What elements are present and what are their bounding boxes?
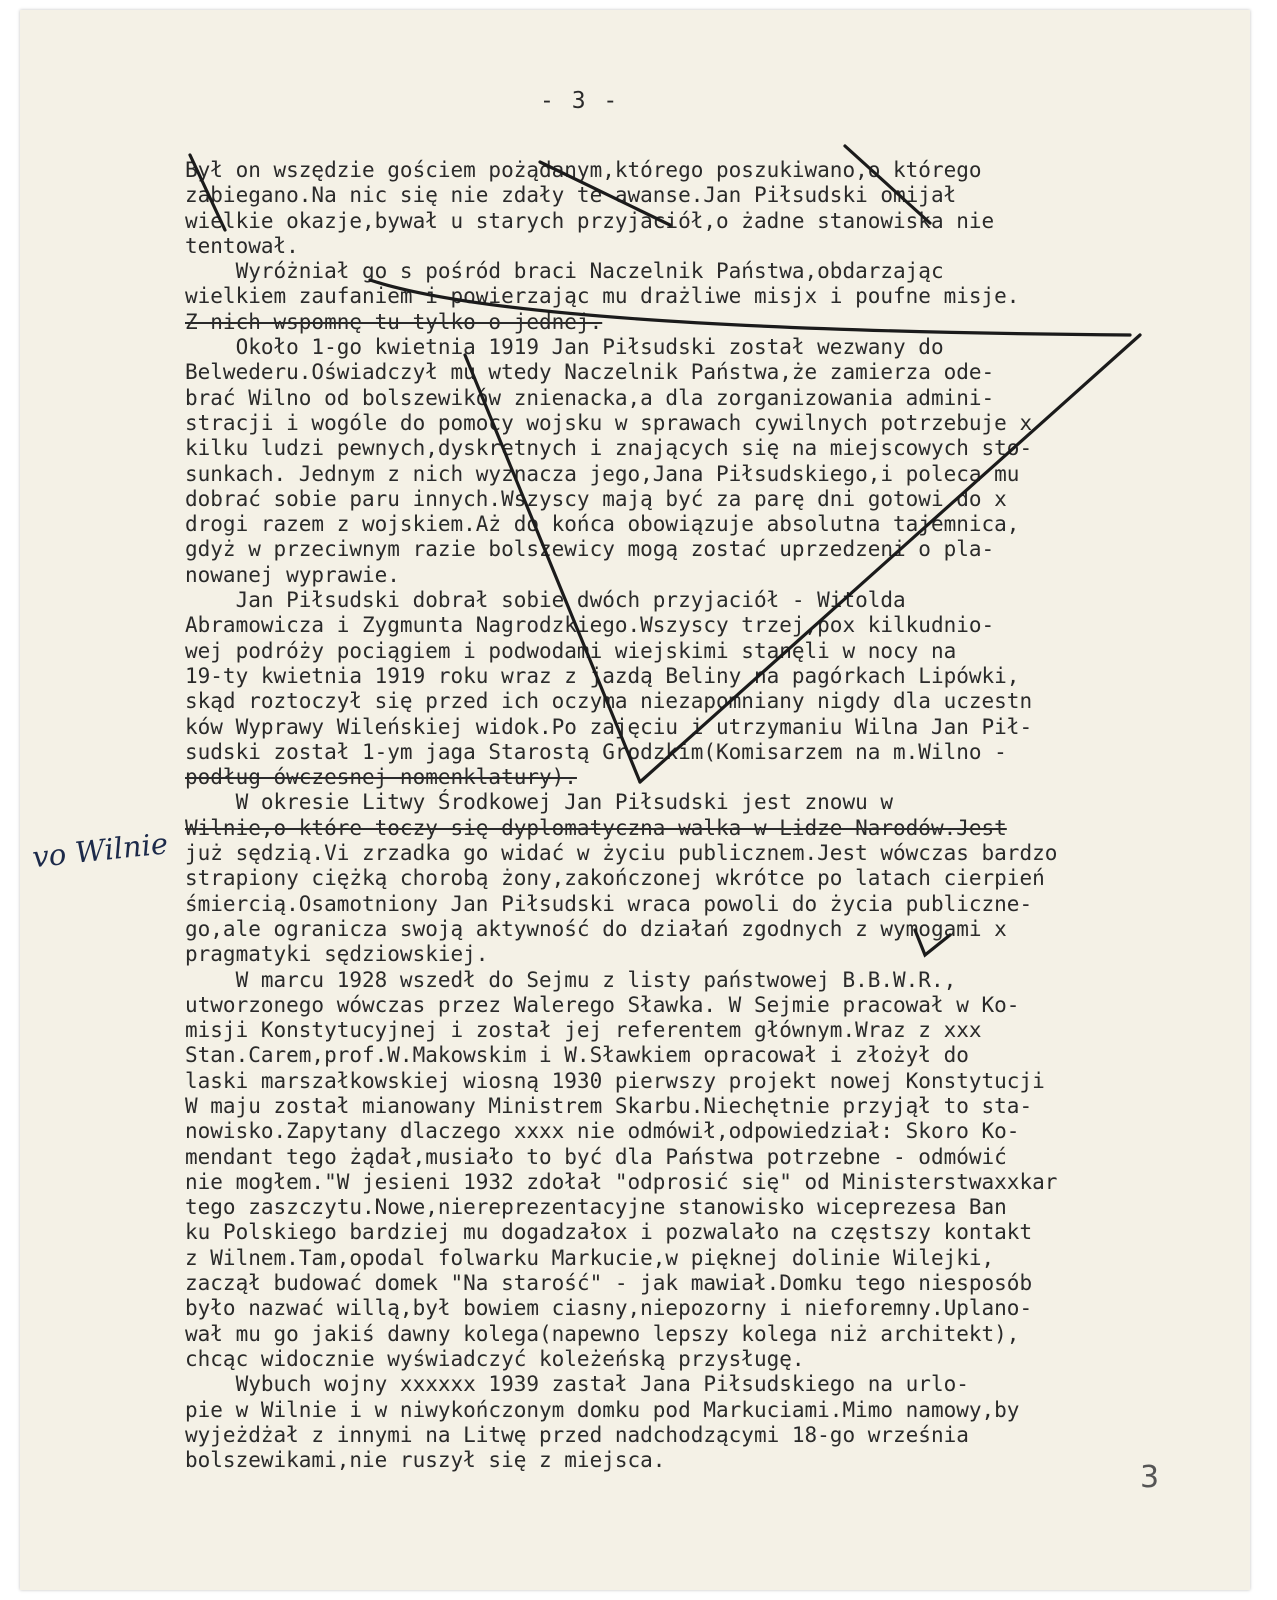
body-line: stracji i wogóle do pomocy wojsku w sprawach cywilnych potrzebuje x xyxy=(185,410,1033,435)
body-line: W marcu 1928 wszedł do Sejmu z listy państwowej B.B.W.R., xyxy=(185,967,957,992)
corner-page-number: 3 xyxy=(1140,1460,1160,1495)
struck-line: Wilnie,o które toczy się dyplomatyczna walka w Lidze Narodów.Jest xyxy=(185,815,1007,840)
body-line: Wyróżniał go s pośród braci Naczelnik Państwa,obdarzając xyxy=(185,259,944,284)
body-line: Jan Piłsudski dobrał sobie dwóch przyjaciół - Witolda xyxy=(185,588,906,613)
body-line: tego zaszczytu.Nowe,niereprezentacyjne stanowisko wiceprezesa Ban xyxy=(185,1195,1007,1220)
body-line: drogi razem z wojskiem.Aż do końca obowiązuje absolutna tajemnica, xyxy=(185,512,1020,537)
body-line: zaczął budować domek "Na starość" - jak mawiał.Domku tego niesposób xyxy=(185,1271,1033,1296)
typed-body xyxy=(185,158,1225,1499)
body-line: wej podróży pociągiem i podwodami wiejskimi stanęli w nocy na xyxy=(185,638,957,663)
body-line: sunkach. Jednym z nich wyznacza jego,Jana Piłsudskiego,i poleca mu xyxy=(185,461,1020,486)
body-line: tentował. xyxy=(185,233,299,258)
body-line: nie mogłem."W jesieni 1932 zdołał "odprosić się" od Ministerstwaxxkar xyxy=(185,1169,1058,1194)
document-page xyxy=(20,10,1250,1590)
body-line: Był on wszędzie gościem pożądanym,którego poszukiwano,o którego xyxy=(185,158,982,182)
body-line: ków Wyprawy Wileńskiej widok.Po zajęciu i utrzymaniu Wilna Jan Pił- xyxy=(185,714,1033,739)
struck-line: Z nich wspomnę tu tylko o jednej. xyxy=(185,309,603,334)
body-line: misji Konstytucyjnej i został jej referentem głównym.Wraz z xxx xyxy=(185,1018,982,1043)
body-line: mendant tego żądał,musiało to być dla Państwa potrzebne - odmówić xyxy=(185,1144,1007,1169)
body-line: wał mu go jakiś dawny kolega(napewno lepszy kolega niż architekt), xyxy=(185,1321,1020,1346)
body-line: W maju został mianowany Ministrem Skarbu.Niechętnie przyjął to sta- xyxy=(185,1093,1033,1118)
body-line: z Wilnem.Tam,opodal folwarku Markucie,w pięknej dolinie Wilejki, xyxy=(185,1245,995,1270)
body-line: Abramowicza i Zygmunta Nagrodzkiego.Wszyscy trzej,pox kilkudnio- xyxy=(185,613,995,638)
body-line: laski marszałkowskiej wiosną 1930 pierwszy projekt nowej Konstytucji xyxy=(185,1068,1045,1093)
body-line: wyjeżdżał z innymi na Litwę przed nadchodzącymi 18-go września xyxy=(185,1422,969,1447)
body-line xyxy=(185,1473,1225,1498)
body-line: chcąc widocznie wyświadczyć koleżeńską przysługę. xyxy=(185,1346,805,1371)
body-line: nowisko.Zapytany dlaczego xxxx nie odmówił,odpowiedział: Skoro Ko- xyxy=(185,1119,1020,1144)
body-line: dobrać sobie paru innych.Wszyscy mają być za parę dni gotowi do x xyxy=(185,486,1007,511)
body-line: nowanej wyprawie. xyxy=(185,562,400,587)
body-line: Około 1-go kwietnia 1919 Jan Piłsudski został wezwany do xyxy=(185,335,944,360)
struck-line: podług ówczesnej nomenklatury). xyxy=(185,765,577,790)
body-line: sudski został 1-ym jaga Starostą Grodzkim(Komisarzem na m.Wilno - xyxy=(185,739,1007,764)
body-line: utworzonego wówczas przez Walerego Sławka. W Sejmie pracował w Ko- xyxy=(185,992,1020,1017)
body-line: kilku ludzi pewnych,dyskretnych i znających się na miejscowych sto- xyxy=(185,436,1033,461)
body-line: wielkiem zaufaniem i powierzając mu drażliwe misjx i poufne misje. xyxy=(185,284,1020,309)
body-line: pie w Wilnie i w niwykończonym domku pod Markuciami.Mimo namowy,by xyxy=(185,1397,1020,1422)
body-line: go,ale ogranicza swoją aktywność do działań zgodnych z wymogami x xyxy=(185,916,1007,941)
body-line: już sędzią.Vi zrzadka go widać w życiu publicznem.Jest wówczas bardzo xyxy=(185,841,1058,866)
page-number-header: - 3 - xyxy=(540,88,620,114)
body-line: wielkie okazje,bywał u starych przyjaciół,o żadne stanowiska nie xyxy=(185,208,995,233)
handwritten-margin-note: vo Wilnie xyxy=(30,826,170,875)
body-line: ku Polskiego bardziej mu dogadzałox i pozwalało na częstszy kontakt xyxy=(185,1220,1033,1245)
body-line: 19-ty kwietnia 1919 roku wraz z jazdą Beliny na pagórkach Lipówki, xyxy=(185,663,1020,688)
body-line: W okresie Litwy Środkowej Jan Piłsudski jest znowu w xyxy=(185,790,894,815)
body-line: zabiegano.Na nic się nie zdały te awanse.Jan Piłsudski omijał xyxy=(185,183,957,208)
body-line: skąd roztoczył się przed ich oczyma niezapomniany nigdy dla uczestn xyxy=(185,689,1033,714)
body-line: gdyż w przeciwnym razie bolszewicy mogą zostać uprzedzeni o pla- xyxy=(185,537,995,562)
body-line: pragmatyki sędziowskiej. xyxy=(185,942,489,967)
body-line: śmiercią.Osamotniony Jan Piłsudski wraca powoli do życia publiczne- xyxy=(185,891,1033,916)
body-line: Wybuch wojny xxxxxx 1939 zastał Jana Piłsudskiego na urlo- xyxy=(185,1372,969,1397)
body-line: strapiony ciężką chorobą żony,zakończonej wkrótce po latach cierpień xyxy=(185,866,1045,891)
body-line: było nazwać willą,był bowiem ciasny,niepozorny i nieforemny.Uplano- xyxy=(185,1296,1033,1321)
body-line: bolszewikami,nie ruszył się z miejsca. xyxy=(185,1448,666,1473)
body-line: Stan.Carem,prof.W.Makowskim i W.Sławkiem opracował i złożył do xyxy=(185,1043,969,1068)
body-line: Belwederu.Oświadczył mu wtedy Naczelnik Państwa,że zamierza ode- xyxy=(185,360,995,385)
body-line: brać Wilno od bolszewików znienacka,a dla zorganizowania admini- xyxy=(185,385,995,410)
